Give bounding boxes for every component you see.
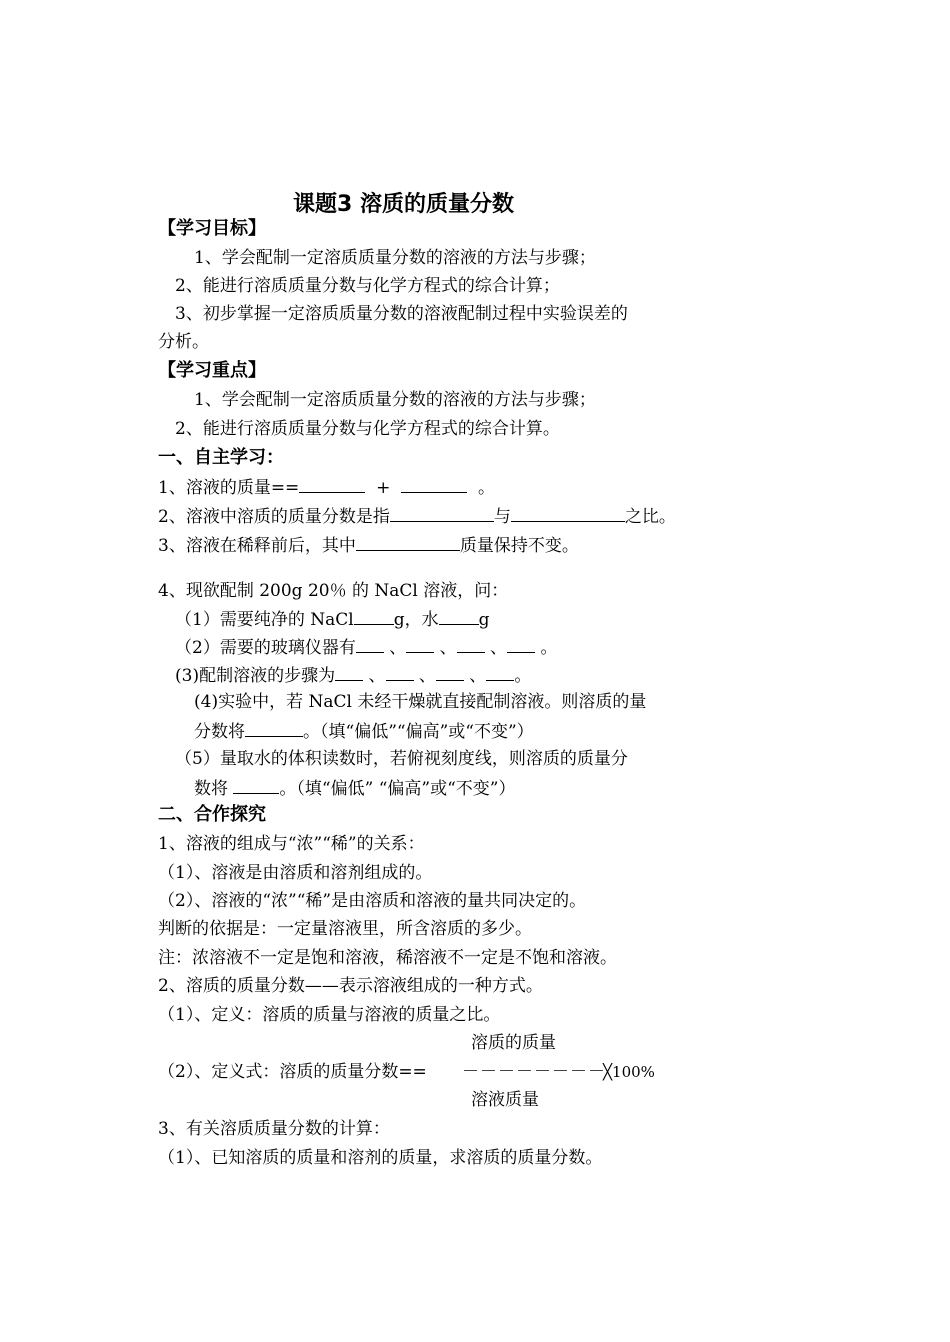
q2-text: 2、溶液中溶质的质量分数是指 (158, 507, 390, 527)
coop-line-3: （2）、溶液的“浓”“稀”是由溶质和溶液的量共同决定的。 (158, 891, 587, 911)
q4-5-text: 数将 (194, 779, 234, 799)
q4-1-text: （1）需要纯净的 NaCl (175, 610, 354, 630)
q1-end: 。 (467, 478, 495, 498)
q4-3-text: (3)配制溶液的步骤为 (175, 666, 336, 686)
q4-2-blank-2[interactable] (406, 635, 434, 653)
goals-heading: 【学习目标】 (158, 218, 266, 239)
q3-text: 3、溶液在稀释前后，其中 (158, 536, 356, 556)
q3-end: 质量保持不变。 (459, 536, 579, 556)
goal-item-1: 1、学会配制一定溶质质量分数的溶液的方法与步骤； (194, 248, 596, 268)
focus-item-1: 1、学会配制一定溶质质量分数的溶液的方法与步骤； (194, 390, 596, 410)
q4-4-text: 分数将 (194, 722, 245, 742)
goal-item-2: 2、能进行溶质质量分数与化学方程式的综合计算； (175, 276, 560, 296)
page-title: 课题3 溶质的质量分数 (293, 192, 514, 217)
q1-text: 1、溶液的质量== (158, 478, 300, 498)
question-2 (158, 504, 676, 528)
goal-item-3: 3、初步掌握一定溶质质量分数的溶液配制过程中实验误差的 (175, 304, 628, 324)
formula-fraction-bar: －－－－－－－－ (462, 1062, 606, 1082)
q2-end: 之比。 (624, 507, 676, 527)
question-4-5-cont (194, 776, 515, 800)
question-3 (158, 533, 579, 557)
coop-line-10: （1）、已知溶质的质量和溶剂的质量，求溶质的质量分数。 (158, 1148, 603, 1168)
q4-2-text: （2）需要的玻璃仪器有 (175, 638, 356, 658)
q4-3-blank-2[interactable] (386, 663, 414, 681)
question-4-4: (4)实验中，若 NaCl 未经干燥就直接配制溶液。则溶质的量 (194, 692, 647, 712)
coop-line-6: 2、溶质的质量分数——表示溶液组成的一种方式。 (158, 976, 543, 996)
q4-5-end: 。（填“偏低” “偏高”或“不变”） (279, 779, 516, 799)
q4-1-end: g (478, 610, 490, 630)
formula-numerator: 溶质的质量 (471, 1033, 556, 1053)
q4-2-end: 。 (535, 638, 558, 658)
q4-2-sep-2: 、 (434, 638, 457, 658)
q4-2-sep-1: 、 (383, 638, 407, 658)
goal-item-3-cont: 分析。 (158, 332, 209, 352)
q4-3-blank-4[interactable] (486, 663, 514, 681)
q4-1-blank-2[interactable] (439, 607, 479, 625)
question-4: 4、现欲配制 200g 20％ 的 NaCl 溶液，问： (158, 581, 509, 601)
question-4-4-cont (194, 719, 534, 743)
q4-3-sep-1: 、 (363, 666, 386, 686)
q4-4-blank[interactable] (245, 719, 303, 737)
coop-line-1: 1、溶液的组成与“浓”“稀”的关系： (158, 834, 425, 854)
q1-blank-2[interactable] (401, 475, 467, 493)
q2-and: 与 (493, 507, 511, 527)
question-1 (158, 475, 495, 499)
q4-2-blank-3[interactable] (457, 635, 485, 653)
coop-line-5: 注：浓溶液不一定是饱和溶液，稀溶液不一定是不饱和溶液。 (158, 948, 617, 968)
formula-denominator: 溶液质量 (471, 1090, 539, 1110)
coop-line-4: 判断的依据是：一定量溶液里，所含溶质的多少。 (158, 919, 532, 939)
q4-2-blank-1[interactable] (356, 635, 384, 653)
question-4-3 (175, 663, 531, 687)
q4-1-blank-1[interactable] (354, 607, 394, 625)
q1-plus: + (365, 478, 402, 498)
q4-2-blank-4[interactable] (507, 635, 535, 653)
focus-item-2: 2、能进行溶质质量分数与化学方程式的综合计算。 (175, 419, 560, 439)
q4-3-blank-3[interactable] (436, 663, 464, 681)
q4-3-blank-1[interactable] (335, 663, 363, 681)
question-4-1 (175, 607, 489, 631)
coop-heading: 二、合作探究 (158, 804, 266, 825)
q2-blank-2[interactable] (511, 504, 625, 522)
q4-4-end: 。（填“偏低”“偏高”或“不变”） (303, 722, 534, 742)
q4-3-end: 。 (514, 666, 532, 686)
q3-blank[interactable] (356, 533, 460, 551)
question-4-5: （5）量取水的体积读数时，若俯视刻度线，则溶质的质量分 (175, 749, 628, 769)
coop-line-2: （1）、溶液是由溶质和溶剂组成的。 (158, 863, 433, 883)
self-study-heading: 一、自主学习： (158, 447, 284, 468)
q4-3-sep-2: 、 (413, 666, 436, 686)
q2-blank-1[interactable] (390, 504, 494, 522)
coop-line-7: （1）、定义：溶质的质量与溶液的质量之比。 (158, 1005, 501, 1025)
q4-1-mid: g，水 (393, 610, 439, 630)
formula-line: （2）、定义式：溶质的质量分数== (158, 1062, 427, 1082)
q4-5-blank[interactable] (233, 776, 279, 794)
q1-blank-1[interactable] (299, 475, 365, 493)
focus-heading: 【学习重点】 (158, 360, 266, 381)
q4-2-sep-3: 、 (484, 638, 508, 658)
q4-3-sep-3: 、 (463, 666, 487, 686)
formula-times-100: ╳100% (603, 1063, 655, 1081)
question-4-2 (175, 635, 557, 659)
coop-line-9: 3、有关溶质质量分数的计算： (158, 1119, 390, 1139)
